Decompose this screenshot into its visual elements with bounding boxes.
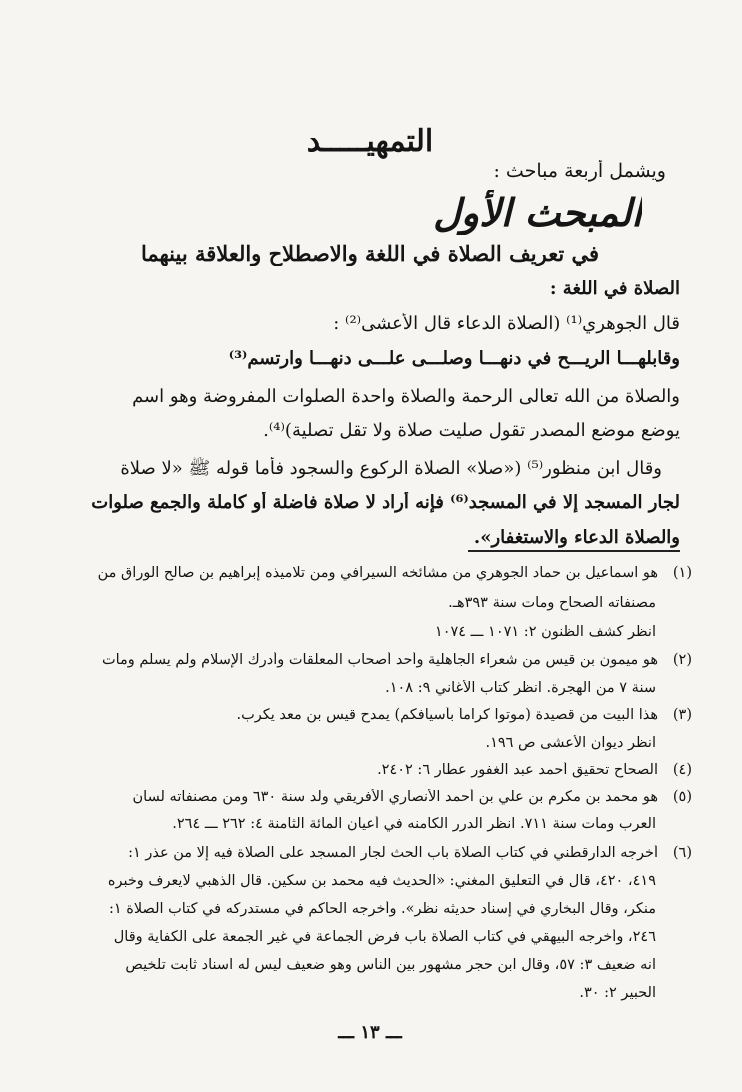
footnote-5	[50, 789, 692, 805]
footnote-separator	[468, 550, 680, 552]
footnote-text: هذا البيت من قصيدة (موتوا كراماً بأسيافكم) يمدح قيس بن معد يكرب.	[236, 707, 658, 723]
footnote-text: هو ميمون بن قيس من شعراء الجاهلية وأحد أصحاب المعلقات وأدرك الإسلام ولم يسلم ومات	[101, 652, 658, 668]
footnote-3-line-2: انظر ديوان الأعشى ص ١٩٦.	[485, 735, 656, 751]
body-line-5: وقال ابن منظور⁽⁵⁾ («صلا» الصلاة الركوع والسجود فأما قوله ﷺ «لا صلاة	[120, 458, 662, 479]
footnote-number: (٥)	[672, 789, 692, 805]
page-number: ـــ ١٣ ـــ	[338, 1022, 402, 1043]
footnote-number: (١)	[672, 565, 692, 581]
subtitle: ويشمل أربعة مباحث :	[493, 160, 666, 182]
footnote-text: هو اسماعيل بن حماد الجوهري من مشائخه السيرافي ومن تلاميذه إبراهيم بن صالح الوراق من	[97, 565, 658, 581]
footnote-number: (٦)	[672, 845, 692, 861]
footnote-text: هو محمد بن مكرم بن علي بن أحمد الأنصاري الأفريقي ولد سنة ٦٣٠ ومن مصنفاته لسان	[132, 789, 658, 805]
footnote-6-line-4: ٢٤٦، وأخرجه البيهقي في كتاب الصلاة باب فرض الجماعة في غير الجمعة على الكفاية وقال	[113, 929, 656, 945]
footnote-number: (٤)	[672, 762, 692, 778]
footnote-number: (٣)	[672, 707, 692, 723]
section-heading: المبحث الأول	[433, 190, 642, 235]
footnote-2	[50, 652, 692, 668]
footnote-text: الصحاح تحقيق أحمد عبد الغفور عطار ٦: ٢٤٠٢.	[377, 762, 658, 778]
body-line-3: والصلاة من الله تعالى الرحمة والصلاة واحدة الصلوات المفروضة وهو اسم	[132, 386, 680, 407]
footnote-4	[50, 762, 692, 778]
body-line-7: والصلاة الدعاء والاستغفار».	[473, 527, 680, 548]
footnote-1-line-2: مصنفاته الصحاح ومات سنة ٣٩٣هـ.	[448, 595, 656, 611]
page-title: التمهيـــــد	[306, 124, 434, 159]
footnote-3	[50, 707, 692, 723]
footnote-6-line-5: انه ضعيف ٣: ٥٧، وقال ابن حجر مشهور بين الناس وهو ضعيف ليس له اسناد ثابت تلخيص	[125, 957, 656, 973]
footnote-6-line-6: الحبير ٢: ٣٠.	[579, 985, 656, 1001]
sub-heading: الصلاة في اللغة :	[549, 278, 680, 299]
body-line-1: قال الجوهري⁽¹⁾ (الصلاة الدعاء قال الأعشى⁽²⁾ :	[333, 313, 680, 334]
verse-line: وقابلهـــا الريـــح في دنهـــا وصلـــى علـــى دنهـــا وارتسم⁽³⁾	[228, 348, 680, 369]
footnote-text: أخرجه الدارقطني في كتاب الصلاة باب الحث لجار المسجد على الصلاة فيه إلا من عذر ١:	[128, 845, 658, 861]
footnote-6-line-3: منكر، وقال البخاري في إسناد حديثه نظر». وأخرجه الحاكم في مستدركه في كتاب الصلاة ١:	[108, 901, 656, 917]
footnote-number: (٢)	[672, 652, 692, 668]
footnote-1-line-3: انظر كشف الظنون ٢: ١٠٧١ ـــ ١٠٧٤	[434, 624, 656, 640]
section-title: في تعريف الصلاة في اللغة والاصطلاح والعلاقة بينهما	[140, 241, 600, 266]
body-line-4: يوضع موضع المصدر تقول صليت صلاة ولا تقل تصلية)⁽⁴⁾.	[263, 420, 680, 441]
body-line-6: لجار المسجد إلا في المسجد⁽⁶⁾ فإنه أراد لا صلاة فاضلة أو كاملة والجمع صلوات	[91, 492, 680, 513]
footnote-1	[50, 565, 692, 581]
footnote-2-line-2: سنة ٧ من الهجرة. انظر كتاب الأغاني ٩: ١٠٨.	[385, 680, 656, 696]
footnote-6	[50, 845, 692, 861]
footnote-5-line-2: العرب ومات سنة ٧١١. انظر الدرر الكامنه في أعيان المائة الثامنة ٤: ٢٦٢ ـــ ٢٦٤.	[172, 816, 656, 832]
footnote-6-line-2: ٤١٩، ٤٢٠، قال في التعليق المغني: «الحديث فيه محمد بن سكين. قال الذهبي لايعرف وخبره	[107, 873, 656, 889]
